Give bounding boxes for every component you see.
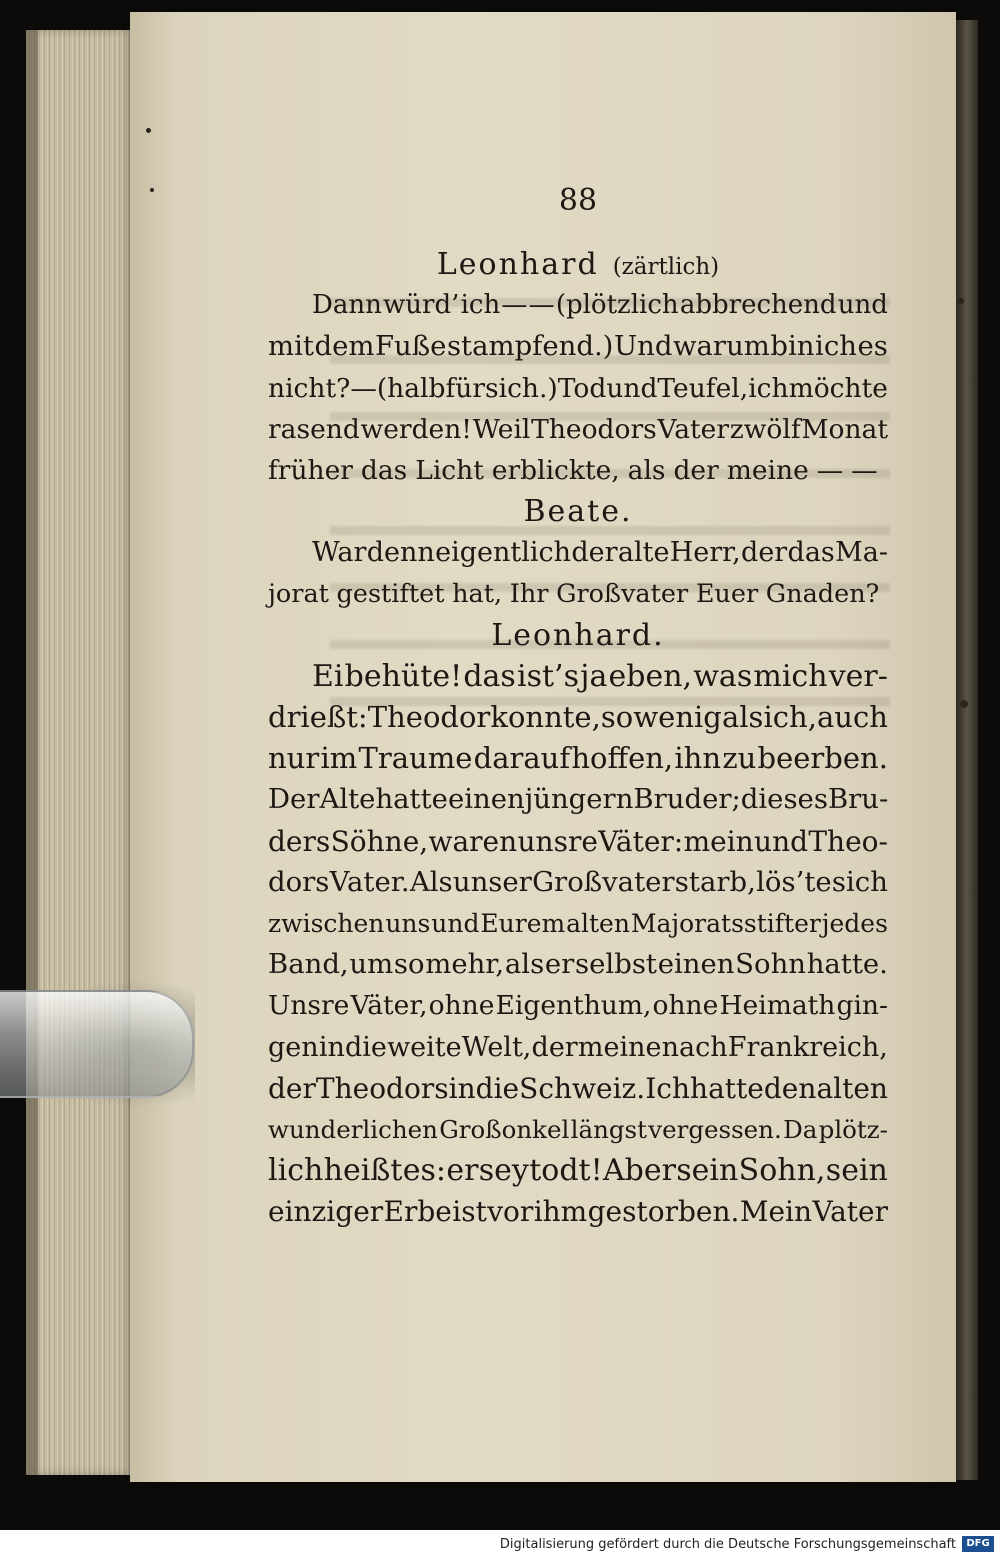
footer-credit: Digitalisierung gefördert durch die Deutsche Forschungsgemeinschaft bbox=[499, 1537, 956, 1552]
speaker-name: Leonhard. bbox=[491, 617, 665, 653]
text-line: nur im Traume darauf hoffen, ihn zu beerben. bbox=[268, 741, 888, 776]
speaker-name: Beate. bbox=[523, 494, 633, 530]
text-line: früher das Licht erblickte, als der meine — — bbox=[268, 454, 878, 486]
ink-speck bbox=[958, 298, 964, 304]
text-line: lich heißt es: er sey todt! Aber sein Sohn, sein bbox=[268, 1153, 888, 1189]
text-line: dors Vater. Als unser Großvater starb, lös’te sich bbox=[268, 865, 888, 898]
text-line: mit dem Fuße stampfend.) Und warum bin ich es bbox=[268, 330, 888, 363]
text-line: ders Söhne, waren unsre Väter: mein und Theo- bbox=[268, 824, 888, 858]
page-number: 88 bbox=[558, 183, 598, 218]
footer-bar bbox=[0, 1530, 1000, 1558]
page-text bbox=[268, 180, 888, 1233]
text-line: Ei behüte! das ist’s ja eben, was mich ver- bbox=[312, 658, 888, 694]
text-line: Der Alte hatte einen jüngern Bruder; dieses Bru- bbox=[268, 783, 889, 816]
book-page-edges bbox=[26, 30, 134, 1475]
text-line: nicht? — (halb für sich.) Tod und Teufel, ich möchte bbox=[268, 372, 888, 404]
speaker-heading bbox=[268, 244, 888, 285]
text-line: Band, um so mehr, als er selbst einen Sohn hatte. bbox=[268, 948, 888, 981]
text-line: der Theodors in die Schweiz. Ich hatte den alten bbox=[268, 1071, 888, 1105]
text-line: War denn eigentlich der alte Herr, der das Ma- bbox=[312, 537, 888, 569]
page-body bbox=[268, 244, 888, 1233]
speaker-name: Leonhard bbox=[436, 247, 599, 282]
text-line: einziger Erbe ist vor ihm gestorben. Mein Vater bbox=[268, 1195, 888, 1229]
text-line: rasend werden! Weil Theodors Vater zwölf Monat bbox=[268, 413, 888, 445]
ink-speck bbox=[960, 700, 968, 708]
book-binding-edge bbox=[956, 20, 978, 1480]
text-line: wunderlichen Großonkel längst vergessen. Da plötz- bbox=[268, 1114, 888, 1144]
text-line: drießt: Theodor konnte, so wenig als ich, auch bbox=[268, 700, 888, 735]
text-line: Unsre Väter, ohne Eigenthum, ohne Heimath gin- bbox=[268, 990, 888, 1022]
text-line: gen in die weite Welt, der meine nach Frankreich, bbox=[268, 1031, 888, 1063]
ink-speck bbox=[146, 128, 151, 133]
speaker-heading bbox=[268, 491, 888, 532]
book-spine-shadow bbox=[26, 30, 38, 1475]
ink-speck bbox=[150, 188, 154, 192]
speaker-heading bbox=[268, 615, 888, 656]
text-line: jorat gestiftet hat, Ihr Großvater Euer Gnaden? bbox=[268, 578, 880, 609]
dfg-logo: DFG bbox=[962, 1536, 994, 1552]
text-line: zwischen uns und Eurem alten Majoratsstifter jedes bbox=[268, 909, 888, 938]
text-line: Dann würd’ ich — — (plötzlich abbrechend und bbox=[312, 290, 888, 321]
page-clip-holder bbox=[0, 990, 194, 1098]
stage-direction: (zärtlich) bbox=[612, 254, 720, 280]
